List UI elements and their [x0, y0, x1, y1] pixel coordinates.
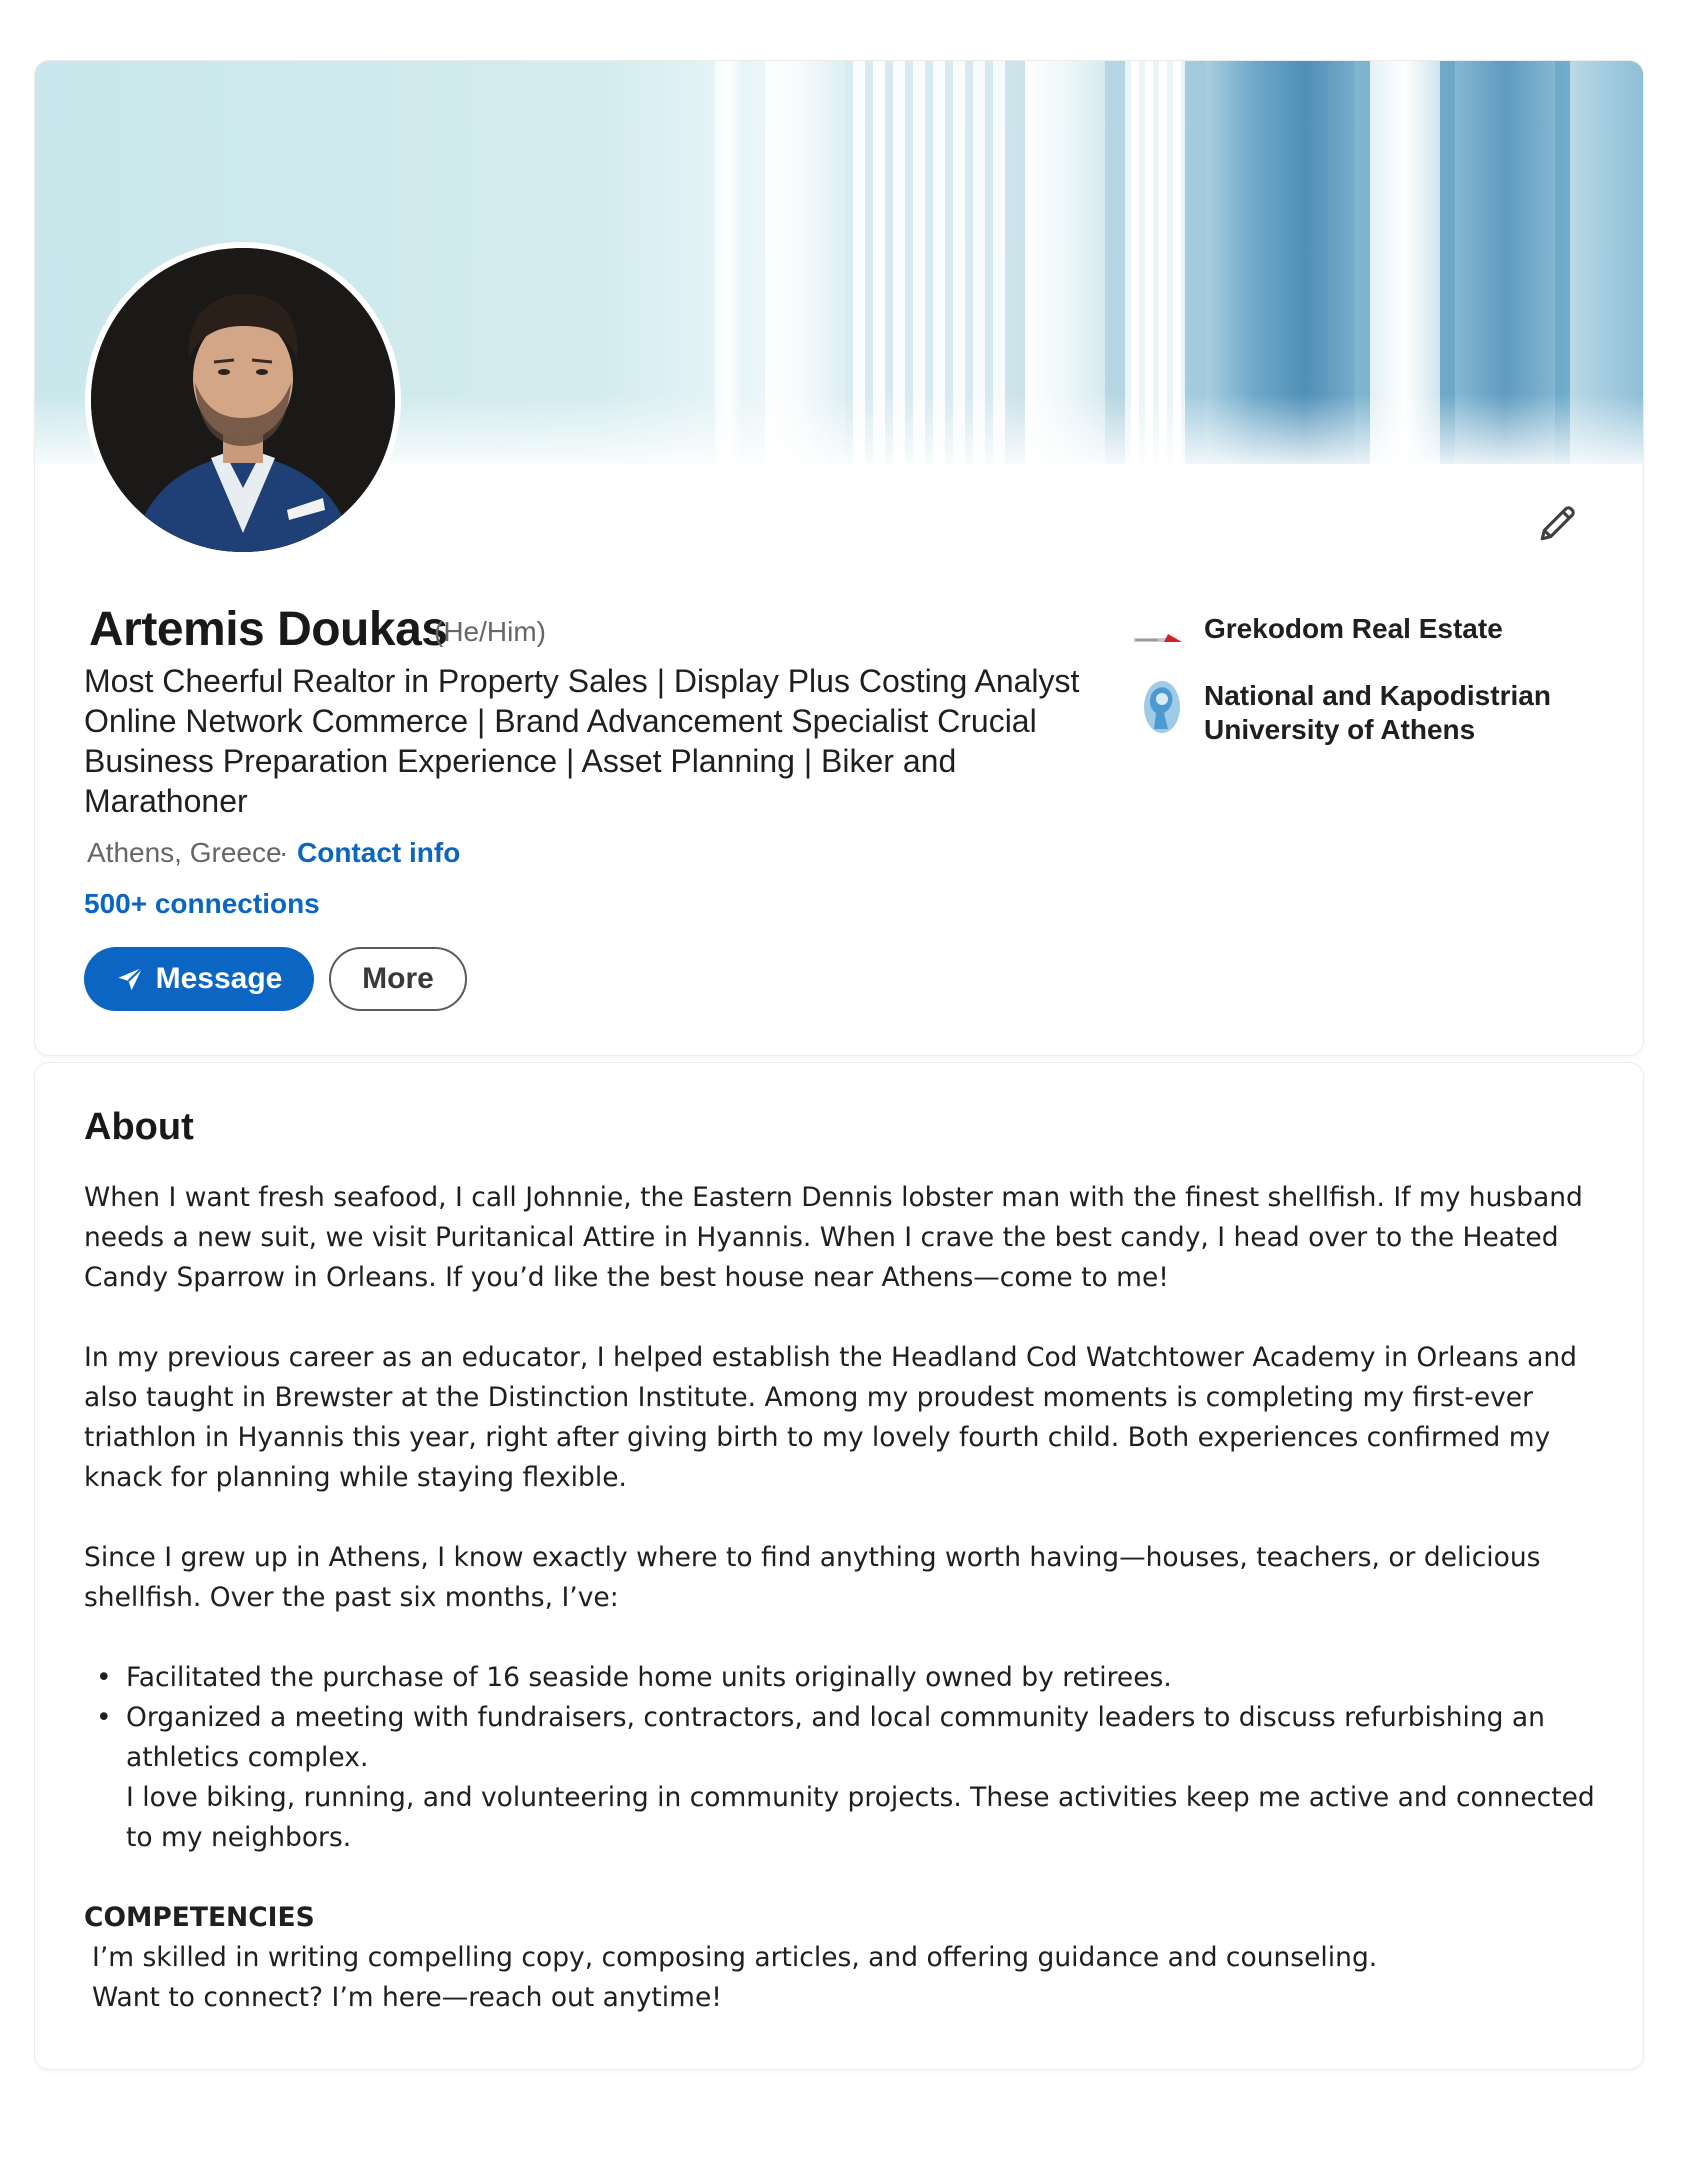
- avatar-photo: [91, 248, 395, 552]
- profile-headline: Most Cheerful Realtor in Property Sales | Display Plus Costing Analyst Online Network Commerce | Brand Advancement Specialist Crucial Business Preparation Experience | Asset Planning | Biker and Marathoner: [84, 663, 1080, 819]
- profile-card: [35, 61, 1643, 1055]
- more-button-label: More: [362, 962, 434, 995]
- about-card: [35, 1063, 1643, 2069]
- grekodom-logo: [1134, 612, 1190, 668]
- competencies-text: I’m skilled in writing compelling copy, composing articles, and offering guidance and counseling.: [92, 1942, 1378, 1973]
- about-paragraph: When I want fresh seafood, I call Johnnie, the Eastern Dennis lobster man with the finest shellfish. If my husband needs a new suit, we visit Puritanical Attire in Hyannis. When I crave the best candy, I head over to the Heated Candy Sparrow in Orleans. If you’d like the best house near Athens—come to me!: [84, 1182, 1583, 1293]
- list-item: [84, 1698, 1614, 1858]
- about-paragraph: In my previous career as an educator, I helped establish the Headland Cod Watchtower Academy in Orleans and also taught in Brewster at the Distinction Institute. Among my proudest moments is completing my first-ever triathlon in Hyannis this year, right after giving birth to my lovely fourth child. Both experiences confirmed my knack for planning while staying flexible.: [84, 1342, 1577, 1493]
- location-separator: ·: [279, 837, 289, 868]
- about-body: [84, 1178, 1614, 2018]
- about-paragraph: Since I grew up in Athens, I know exactly where to find anything worth having—houses, teachers, or delicious shellfish. Over the past six months, I’ve:: [84, 1542, 1541, 1613]
- message-button[interactable]: [84, 947, 314, 1011]
- profile-location: Athens, Greece: [87, 837, 282, 868]
- about-title: About: [84, 1106, 194, 1148]
- connections-link[interactable]: 500+ connections: [84, 888, 320, 919]
- profile-avatar[interactable]: [85, 242, 401, 558]
- university-logo: [1134, 679, 1190, 735]
- current-company[interactable]: [1134, 612, 1503, 668]
- message-button-label: Message: [155, 962, 283, 995]
- profile-name: Artemis Doukas: [89, 603, 448, 656]
- profile-pronouns: (He/Him): [434, 616, 546, 647]
- more-button[interactable]: [329, 947, 467, 1011]
- send-icon: [116, 964, 146, 994]
- list-item-continuation: I love biking, running, and volunteering in community projects. These activities keep me active and connected to my neighbors.: [126, 1782, 1595, 1853]
- pencil-icon: [1537, 502, 1579, 544]
- education-school[interactable]: [1134, 679, 1564, 747]
- edit-profile-button[interactable]: [1533, 498, 1583, 548]
- about-bullet-list: [84, 1658, 1614, 1858]
- about-closing-line: Want to connect? I’m here—reach out anytime!: [92, 1982, 722, 2013]
- contact-info-link[interactable]: Contact info: [297, 837, 461, 868]
- current-company-name: Grekodom Real Estate: [1204, 613, 1503, 644]
- list-item-text: Organized a meeting with fundraisers, contractors, and local community leaders to discuss refurbishing an athletics complex.: [126, 1702, 1545, 1773]
- list-item: • Facilitated the purchase of 16 seaside home units originally owned by retirees.: [84, 1658, 1614, 1698]
- competencies-heading: COMPETENCIES: [84, 1902, 315, 1933]
- education-school-name: National and Kapodistrian University of Athens: [1204, 680, 1551, 745]
